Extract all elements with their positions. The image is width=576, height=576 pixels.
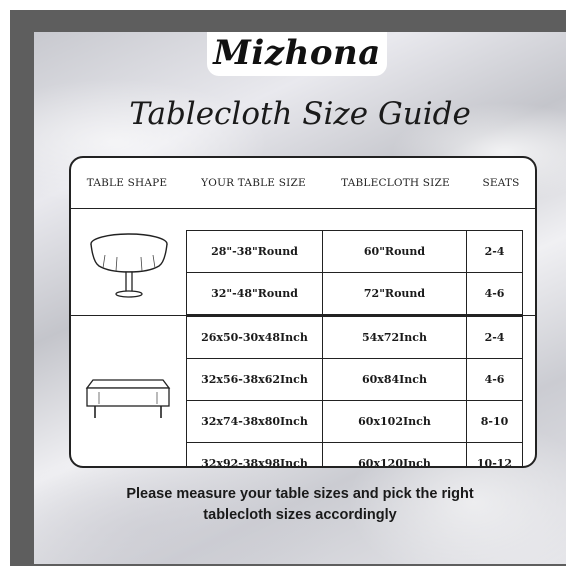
measure-note-line-2: tablecloth sizes accordingly — [203, 507, 397, 523]
round-row-2-cloth-size: 72"Round — [322, 272, 467, 315]
round-row-1-table-size: 28"-38"Round — [186, 230, 323, 273]
silk-background — [34, 32, 566, 564]
header-tablecloth-size: TABLECLOTH SIZE — [341, 177, 450, 189]
rect-row-1-seats: 2-4 — [466, 316, 523, 359]
measure-note-line-1: Please measure your table sizes and pick the right — [126, 486, 474, 502]
round-row-2-seats: 4-6 — [466, 272, 523, 315]
rect-row-1-table-size: 26x50-30x48Inch — [186, 316, 323, 359]
rect-row-2-table-size: 32x56-38x62Inch — [186, 358, 323, 401]
size-guide-table — [69, 156, 537, 468]
image-frame — [10, 10, 566, 566]
rect-row-4-cloth-size: 60x120Inch — [322, 442, 467, 468]
rect-row-3-table-size: 32x74-38x80Inch — [186, 400, 323, 443]
brand-logo: Mizhona — [213, 33, 381, 73]
brand-badge — [207, 32, 387, 76]
page-title: Tablecloth Size Guide — [129, 96, 471, 132]
measure-note — [34, 484, 566, 526]
header-your-table-size: YOUR TABLE SIZE — [201, 177, 306, 189]
round-row-2-table-size: 32"-48"Round — [186, 272, 323, 315]
round-row-1-cloth-size: 60"Round — [322, 230, 467, 273]
header-divider — [71, 208, 535, 209]
header-table-shape: TABLE SHAPE — [86, 177, 168, 189]
rect-row-2-cloth-size: 60x84Inch — [322, 358, 467, 401]
round-row-1-seats: 2-4 — [466, 230, 523, 273]
rectangular-table-icon — [85, 374, 171, 420]
rect-row-4-table-size: 32x92-38x98Inch — [186, 442, 323, 468]
rect-row-3-seats: 8-10 — [466, 400, 523, 443]
rect-row-1-cloth-size: 54x72Inch — [322, 316, 467, 359]
rect-row-4-seats: 10-12 — [466, 442, 523, 468]
rect-row-3-cloth-size: 60x102Inch — [322, 400, 467, 443]
header-seats: SEATS — [482, 177, 520, 189]
round-table-icon — [87, 228, 171, 300]
table-header — [71, 158, 535, 208]
rect-row-2-seats: 4-6 — [466, 358, 523, 401]
